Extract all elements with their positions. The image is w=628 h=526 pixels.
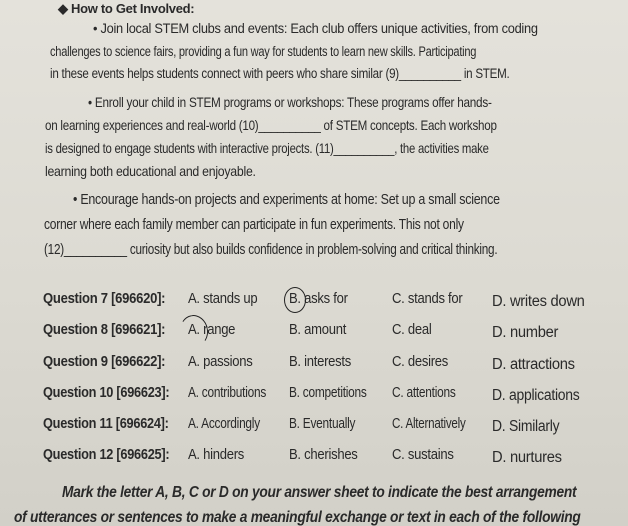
option-a[interactable]: A. range: [188, 322, 236, 338]
option-a[interactable]: A. Accordingly: [188, 416, 260, 432]
answer-circle-b: [284, 287, 306, 313]
option-d[interactable]: D. nurtures: [492, 449, 562, 466]
paragraph-1-line-2: challenges to science fairs, providing a fun way for students to learn new skills. Participating: [50, 44, 477, 59]
paragraph-2-line-2: on learning experiences and real-world (10)__________ of STEM concepts. Each workshop: [45, 117, 497, 133]
paragraph-1-line-1: • Join local STEM clubs and events: Each club offers unique activities, from coding: [93, 21, 538, 36]
paragraph-3-line-3: (12)__________ curiosity but also builds confidence in problem-solving and critical thinking.: [44, 242, 498, 258]
instruction-line-2: of utterances or sentences to make a meaningful exchange or text in each of the following: [14, 509, 581, 526]
question-label: Question 10 [696623]:: [43, 385, 170, 401]
instruction-line-1: Mark the letter A, B, C or D on your answer sheet to indicate the best arrangement: [62, 484, 577, 501]
option-c[interactable]: C. desires: [392, 354, 449, 370]
option-d[interactable]: D. Similarly: [492, 418, 560, 435]
option-d[interactable]: D. applications: [492, 387, 580, 404]
paragraph-2-line-1: • Enroll your child in STEM programs or workshops: These programs offer hands-: [88, 94, 492, 110]
option-b[interactable]: B. interests: [289, 354, 352, 370]
paragraph-2-line-4: learning both educational and enjoyable.: [45, 163, 256, 179]
diamond-icon: ◆: [58, 1, 72, 16]
question-label: Question 7 [696620]:: [43, 291, 166, 307]
question-label: Question 12 [696625]:: [43, 447, 170, 463]
section-heading: ◆ How to Get Involved:: [58, 1, 195, 16]
paragraph-3-line-1: • Encourage hands-on projects and experiments at home: Set up a small science: [73, 192, 500, 208]
option-c[interactable]: C. sustains: [392, 447, 454, 463]
option-c[interactable]: C. deal: [392, 322, 432, 338]
paragraph-2-line-3: is designed to engage students with interactive projects. (11)__________, the activities make: [45, 140, 489, 156]
option-b[interactable]: B. asks for: [289, 291, 348, 307]
paragraph-3-line-2: corner where each family member can participate in fun experiments. This not only: [44, 217, 464, 233]
question-label: Question 9 [696622]:: [43, 354, 166, 370]
option-a[interactable]: A. hinders: [188, 447, 245, 463]
option-d[interactable]: D. writes down: [492, 293, 585, 310]
option-c[interactable]: C. attentions: [392, 385, 456, 401]
option-d[interactable]: D. attractions: [492, 356, 575, 373]
answer-circle-a: [177, 313, 210, 349]
question-label: Question 8 [696621]:: [43, 322, 166, 338]
option-b[interactable]: B. amount: [289, 322, 347, 338]
option-d[interactable]: D. number: [492, 324, 559, 341]
option-a[interactable]: A. passions: [188, 354, 253, 370]
option-c[interactable]: C. stands for: [392, 291, 463, 307]
option-b[interactable]: B. Eventually: [289, 416, 356, 432]
option-a[interactable]: A. stands up: [188, 291, 258, 307]
option-b[interactable]: B. cherishes: [289, 447, 358, 463]
option-a[interactable]: A. contributions: [188, 385, 267, 401]
paragraph-1-line-3: in these events helps students connect with peers who share similar (9)__________ in STEM.: [50, 66, 510, 81]
option-c[interactable]: C. Alternatively: [392, 416, 466, 432]
option-b[interactable]: B. competitions: [289, 385, 367, 401]
question-label: Question 11 [696624]:: [43, 416, 169, 432]
